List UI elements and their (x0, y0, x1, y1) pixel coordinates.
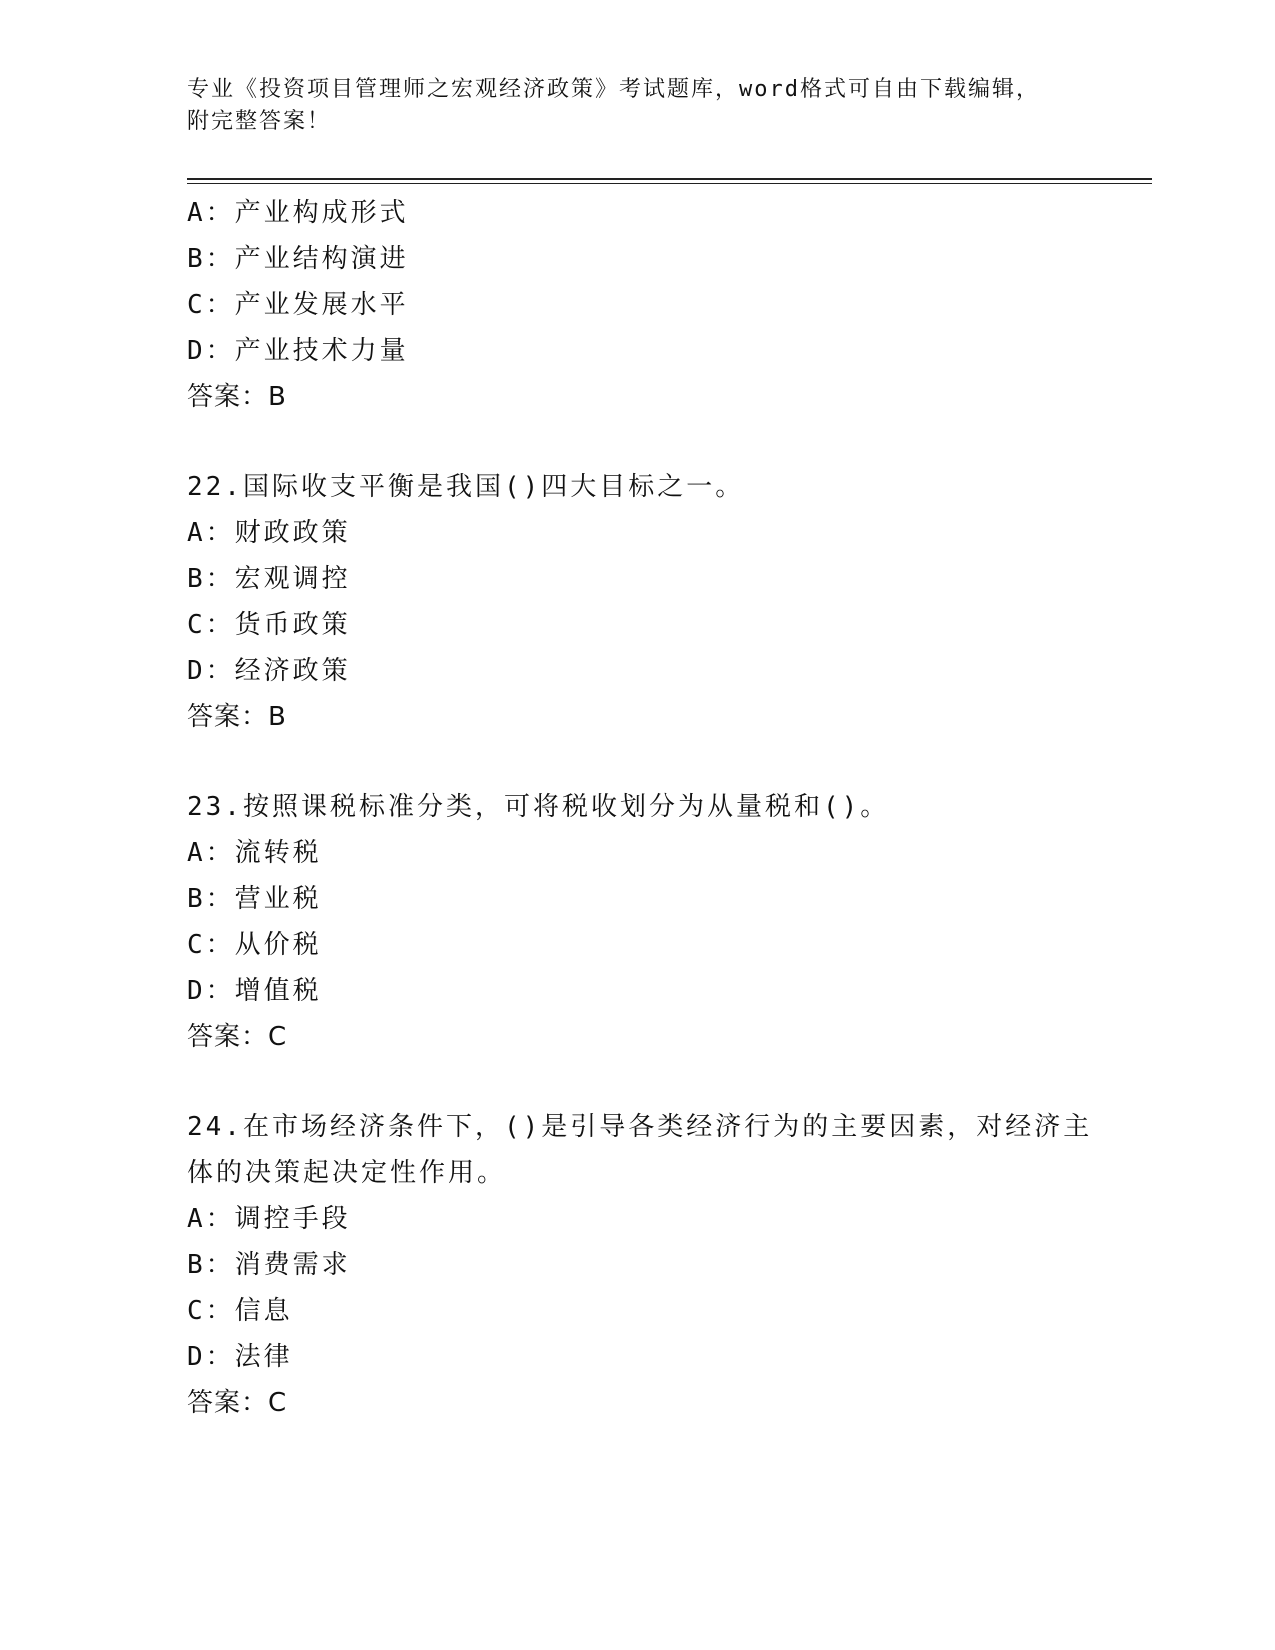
option-a: A：财政政策 (187, 518, 351, 548)
option-c: C：货币政策 (187, 610, 351, 640)
question-text-line-1: 24.在市场经济条件下，()是引导各类经济行为的主要因素，对经济主 (187, 1112, 1093, 1142)
answer: 答案：C (187, 1022, 288, 1052)
header-line-2: 附完整答案！ (187, 109, 332, 134)
question-block-24 (187, 1104, 1093, 1426)
answer: 答案：B (187, 382, 287, 412)
option-b: B：产业结构演进 (187, 244, 409, 274)
option-d: D：产业技术力量 (187, 336, 409, 366)
answer: 答案：B (187, 702, 287, 732)
option-c: C：从价税 (187, 930, 322, 960)
question-text: 22.国际收支平衡是我国()四大目标之一。 (187, 472, 745, 502)
document-header (187, 74, 1087, 138)
question-block-23 (187, 784, 1087, 1060)
question-text: 23.按照课税标准分类，可将税收划分为从量税和()。 (187, 792, 890, 822)
option-a: A：调控手段 (187, 1204, 351, 1234)
option-c: C：产业发展水平 (187, 290, 409, 320)
answer: 答案：C (187, 1388, 288, 1418)
option-d: D：增值税 (187, 976, 322, 1006)
question-text-line-2: 体的决策起决定性作用。 (187, 1158, 507, 1188)
option-c: C：信息 (187, 1296, 293, 1326)
option-a: A：流转税 (187, 838, 322, 868)
option-b: B：营业税 (187, 884, 322, 914)
question-block-22 (187, 464, 1087, 740)
header-divider-thin (187, 183, 1152, 184)
header-divider (187, 178, 1152, 180)
option-b: B：宏观调控 (187, 564, 351, 594)
option-a: A：产业构成形式 (187, 198, 409, 228)
option-d: D：经济政策 (187, 656, 351, 686)
question-list (187, 190, 1093, 1426)
option-d: D：法律 (187, 1342, 293, 1372)
option-b: B：消费需求 (187, 1250, 351, 1280)
question-block-21 (187, 190, 1087, 420)
header-line-1: 专业《投资项目管理师之宏观经济政策》考试题库，word格式可自由下载编辑， (187, 77, 1040, 102)
